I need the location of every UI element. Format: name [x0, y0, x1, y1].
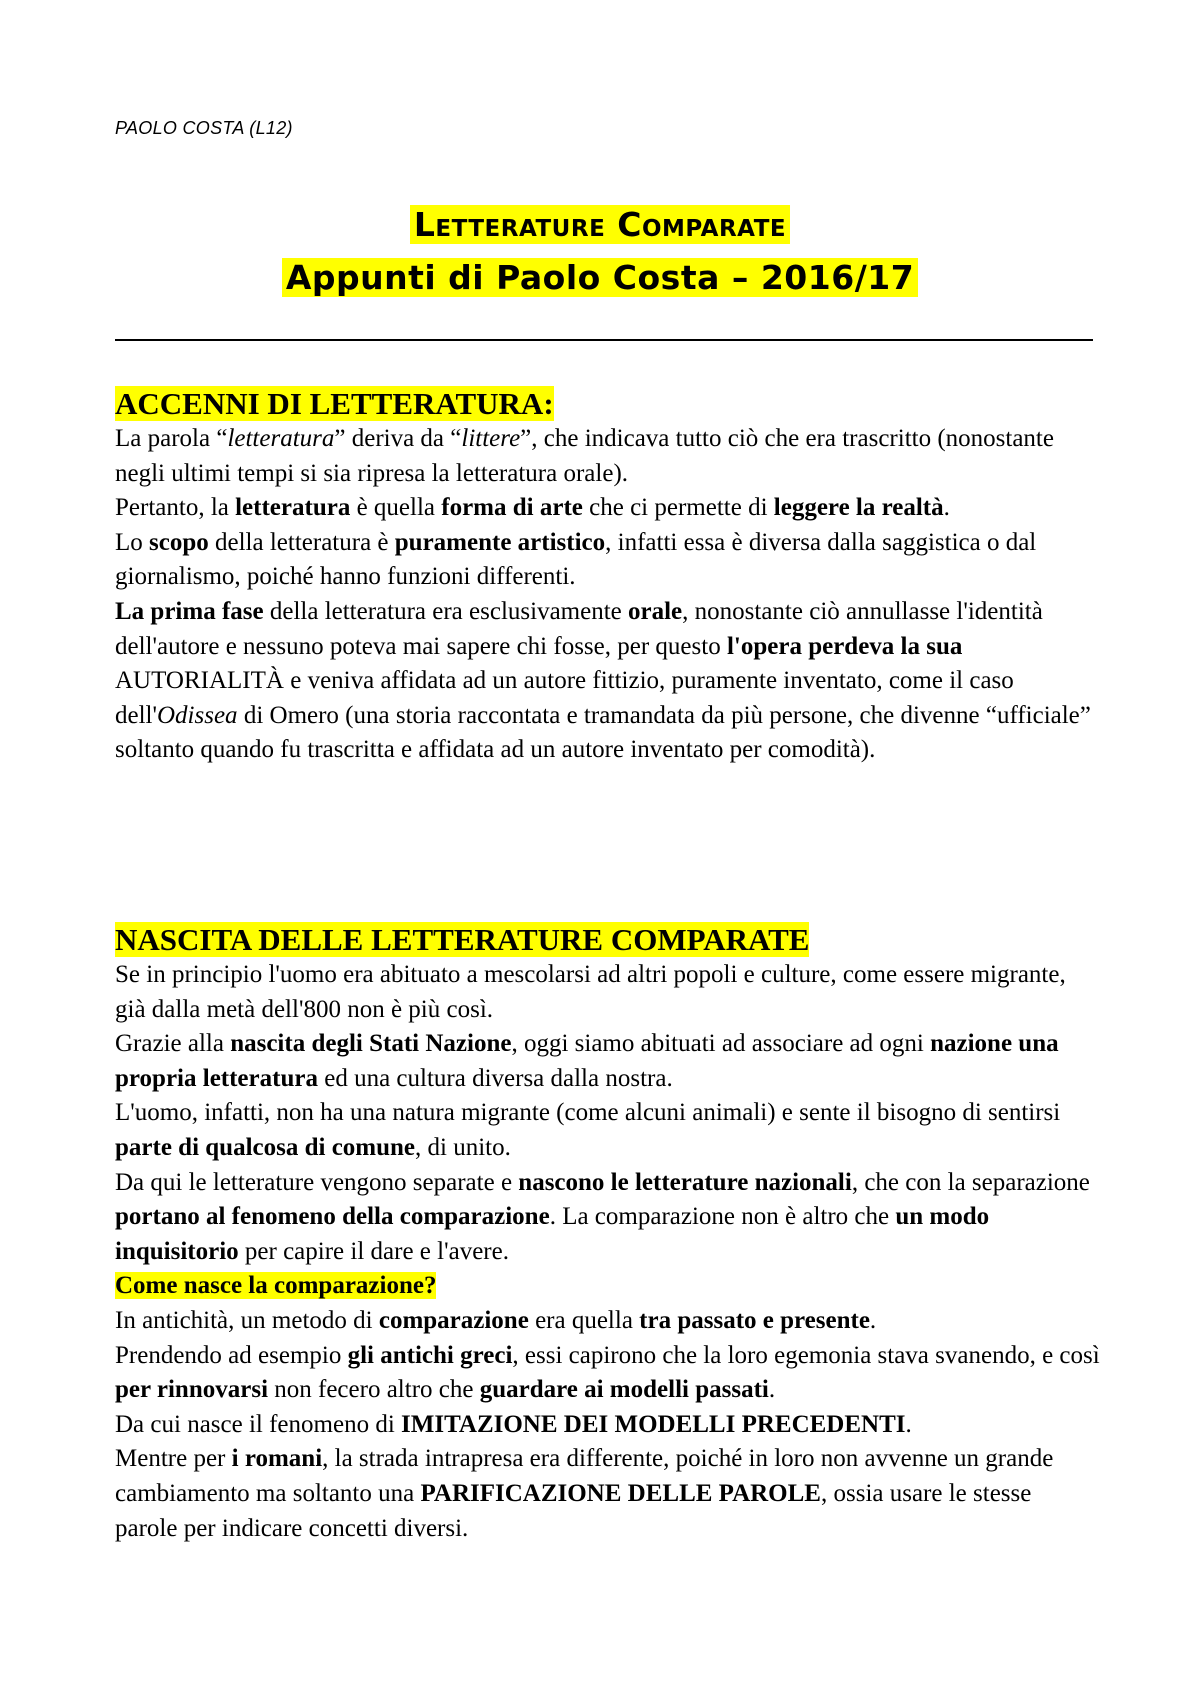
paragraph: Se in principio l'uomo era abituato a mescolarsi ad altri popoli e culture, come essere migrante, già dalla metà dell'800 non è più così. [115, 961, 1066, 1023]
document-title [0, 198, 1200, 304]
subheading-comparazione: Come nasce la comparazione? [115, 1272, 437, 1300]
paragraph: In antichità, un metodo di comparazione era quella tra passato e presente. [115, 1306, 877, 1334]
section-accenni [115, 386, 1100, 768]
paragraph: La parola “letteratura” deriva da “littere”, che indicava tutto ciò che era trascritto (nonostante negli ultimi tempi si sia ripresa la letteratura orale). [115, 425, 1054, 487]
paragraph: L'uomo, infatti, non ha una natura migrante (come alcuni animali) e sente il bisogno di sentirsi parte di qualcosa di comune, di unito. [115, 1099, 1061, 1161]
title-line-2: Appunti di Paolo Costa – 2016/17 [282, 258, 918, 297]
paragraph: Da cui nasce il fenomeno di IMITAZIONE DEI MODELLI PRECEDENTI. [115, 1410, 912, 1438]
paragraph: Grazie alla nascita degli Stati Nazione, oggi siamo abituati ad associare ad ogni nazione una propria letteratura ed una cultura diversa dalla nostra. [115, 1030, 1059, 1092]
paragraph: Prendendo ad esempio gli antichi greci, essi capirono che la loro egemonia stava svanendo, e così per rinnovarsi non fecero altro che guardare ai modelli passati. [115, 1341, 1100, 1404]
section-heading-accenni: ACCENNI DI LETTERATURA: [115, 386, 554, 421]
paragraph: Lo scopo della letteratura è puramente artistico, infatti essa è diversa dalla saggistica o dal giornalismo, poiché hanno funzioni differenti. [115, 528, 1037, 591]
paragraph: Mentre per i romani, la strada intrapresa era differente, poiché in loro non avvenne un grande cambiamento ma soltanto una PARIFICAZIONE DELLE PAROLE, ossia usare le stesse parole per indicare concetti diversi. [115, 1445, 1054, 1542]
title-divider [115, 339, 1093, 341]
paragraph: Da qui le letterature vengono separate e nascono le letterature nazionali, che con la separazione portano al fenomeno della comparazione. La comparazione non è altro che un modo inquisitorio per capire il dare e l'avere. [115, 1168, 1090, 1265]
paragraph: Pertanto, la letteratura è quella forma di arte che ci permette di leggere la realtà. [115, 494, 950, 522]
subheading [115, 1269, 1100, 1304]
section-nascita [115, 922, 1100, 1546]
author-line: PAOLO COSTA (L12) [115, 118, 293, 138]
title-line-1: Letterature Comparate [410, 205, 790, 244]
section-heading-nascita: NASCITA DELLE LETTERATURE COMPARATE [115, 922, 810, 957]
paragraph: La prima fase della letteratura era esclusivamente orale, nonostante ciò annullasse l'identità dell'autore e nessuno poteva mai sapere chi fosse, per questo l'opera perdeva la sua AUTORIALITÀ e veniva affidata ad un autore fittizio, puramente inventato, come il caso dell'Odissea di Omero (una storia raccontata e tramandata da più persone, che divenne “ufficiale” soltanto quando fu trascritta e affidata ad un autore inventato per comodità). [115, 597, 1091, 764]
